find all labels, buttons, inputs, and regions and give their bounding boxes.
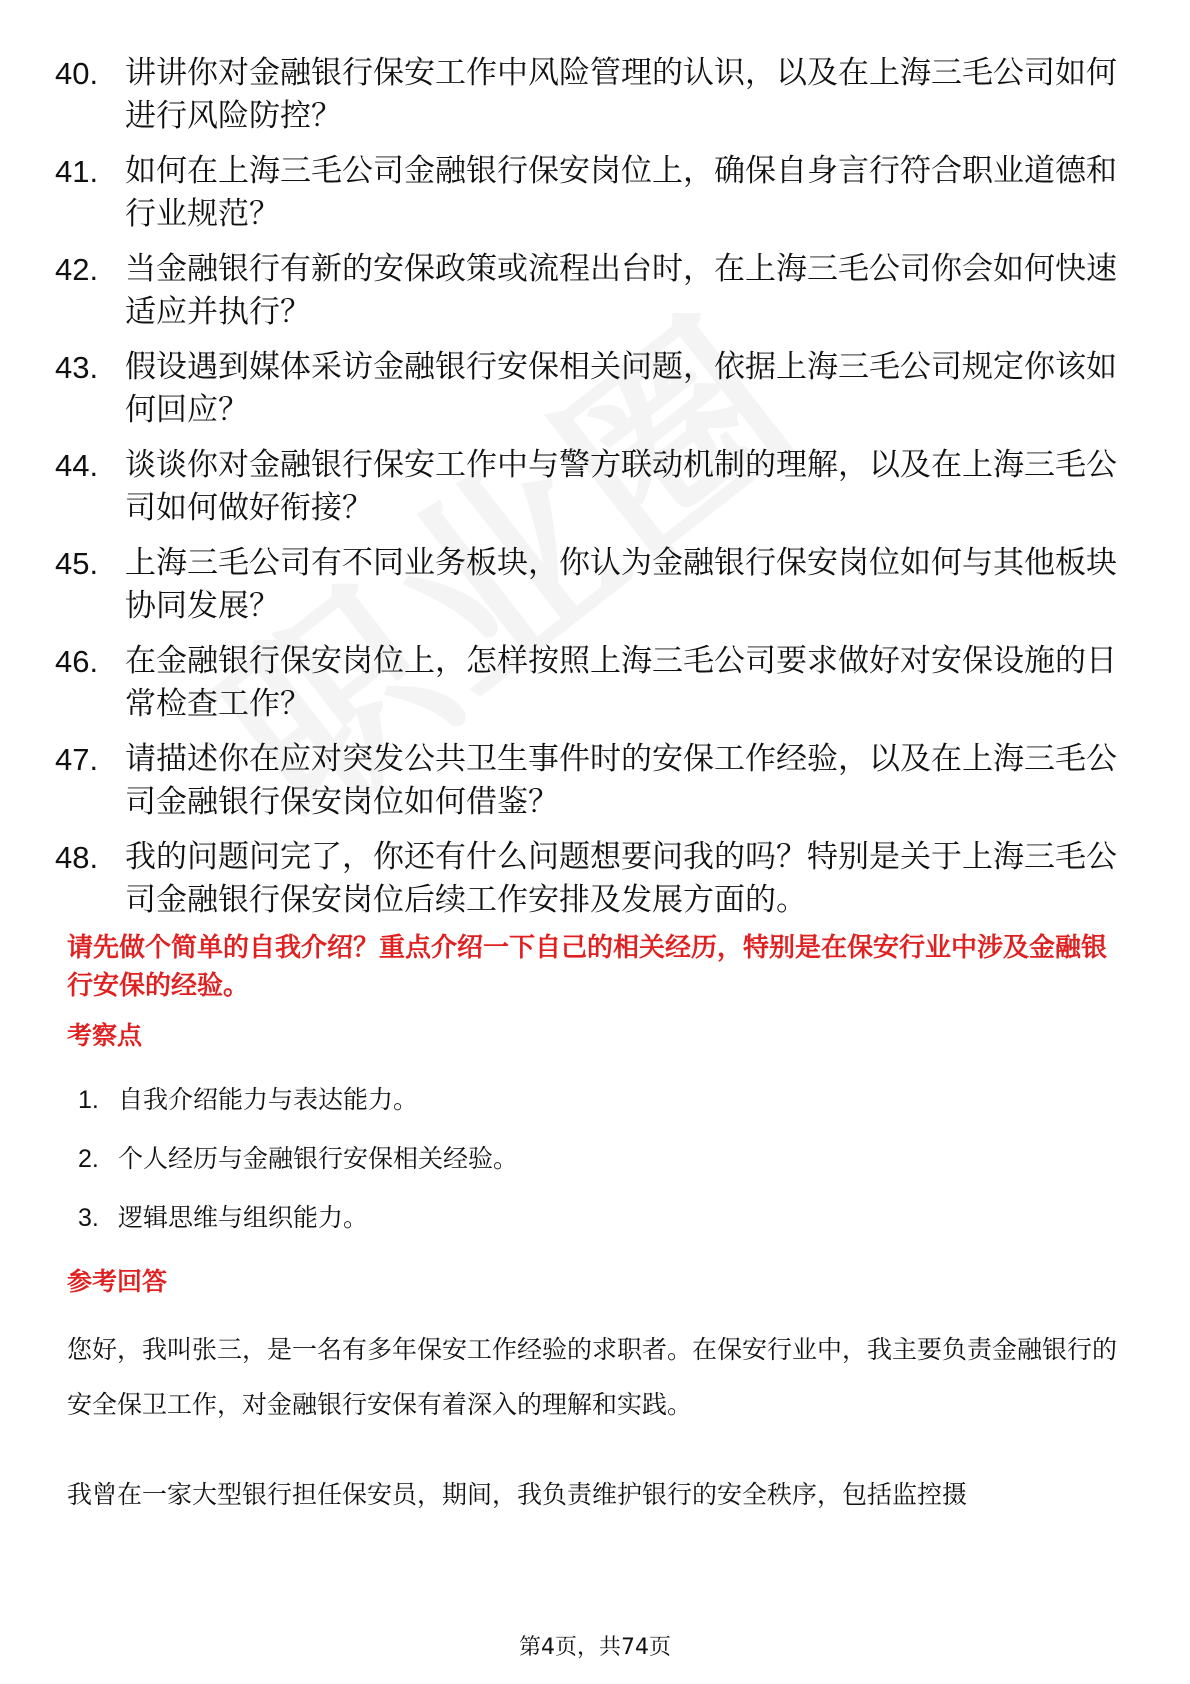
list-item: [55, 248, 1145, 334]
question-text: 讲讲你对金融银行保安工作中风险管理的认识，以及在上海三毛公司如何进行风险防控？: [125, 55, 1117, 134]
page-footer: 第4页，共74页: [519, 1635, 671, 1660]
featured-question: 请先做个简单的自我介绍？重点介绍一下自己的相关经历，特别是在保安行业中涉及金融银行安保的经验。: [67, 933, 1108, 1001]
question-number: 48.: [55, 840, 99, 875]
question-list: [55, 52, 1145, 934]
list-item: [55, 444, 1145, 530]
assessment-list: [78, 1085, 518, 1262]
question-text: 谈谈你对金融银行保安工作中与警方联动机制的理解，以及在上海三毛公司如何做好衔接？: [125, 447, 1117, 526]
question-text: 当金融银行有新的安保政策或流程出台时，在上海三毛公司你会如何快速适应并执行？: [125, 251, 1117, 330]
question-number: 46.: [55, 644, 99, 679]
point-text: 自我介绍能力与表达能力。: [118, 1085, 419, 1114]
list-item: [55, 640, 1145, 726]
question-text: 假设遇到媒体采访金融银行安保相关问题，依据上海三毛公司规定你该如何回应？: [125, 349, 1117, 428]
list-item: [78, 1203, 518, 1262]
reference-heading: 参考回答: [67, 1267, 168, 1296]
question-text: 在金融银行保安岗位上，怎样按照上海三毛公司要求做好对安保设施的日常检查工作？: [125, 643, 1117, 722]
list-item: [55, 738, 1145, 824]
list-item: [78, 1085, 518, 1144]
question-number: 45.: [55, 546, 99, 581]
point-number: 1.: [78, 1086, 99, 1114]
list-item: [55, 836, 1145, 922]
question-text: 我的问题问完了，你还有什么问题想要问我的吗？特别是关于上海三毛公司金融银行保安岗位后续工作安排及发展方面的。: [125, 839, 1117, 918]
question-number: 47.: [55, 742, 99, 777]
answer-paragraph: 您好，我叫张三，是一名有多年保安工作经验的求职者。在保安行业中，我主要负责金融银行的安全保卫工作，对金融银行安保有着深入的理解和实践。: [67, 1335, 1118, 1419]
question-number: 43.: [55, 350, 99, 385]
assessment-heading: 考察点: [67, 1021, 143, 1050]
question-text: 如何在上海三毛公司金融银行保安岗位上，确保自身言行符合职业道德和行业规范？: [125, 153, 1117, 232]
list-item: [78, 1144, 518, 1203]
answer-paragraph: 我曾在一家大型银行担任保安员，期间，我负责维护银行的安全秩序，包括监控摄: [67, 1480, 968, 1509]
question-text: 请描述你在应对突发公共卫生事件时的安保工作经验，以及在上海三毛公司金融银行保安岗位如何借鉴？: [125, 741, 1117, 820]
question-number: 41.: [55, 154, 99, 189]
question-number: 42.: [55, 252, 99, 287]
point-text: 逻辑思维与组织能力。: [118, 1203, 369, 1232]
point-number: 2.: [78, 1145, 99, 1173]
point-number: 3.: [78, 1204, 99, 1232]
question-number: 40.: [55, 56, 99, 91]
list-item: [55, 542, 1145, 628]
list-item: [55, 52, 1145, 138]
point-text: 个人经历与金融银行安保相关经验。: [118, 1144, 519, 1173]
question-text: 上海三毛公司有不同业务板块，你认为金融银行保安岗位如何与其他板块协同发展？: [125, 545, 1117, 624]
question-number: 44.: [55, 448, 99, 483]
list-item: [55, 346, 1145, 432]
list-item: [55, 150, 1145, 236]
